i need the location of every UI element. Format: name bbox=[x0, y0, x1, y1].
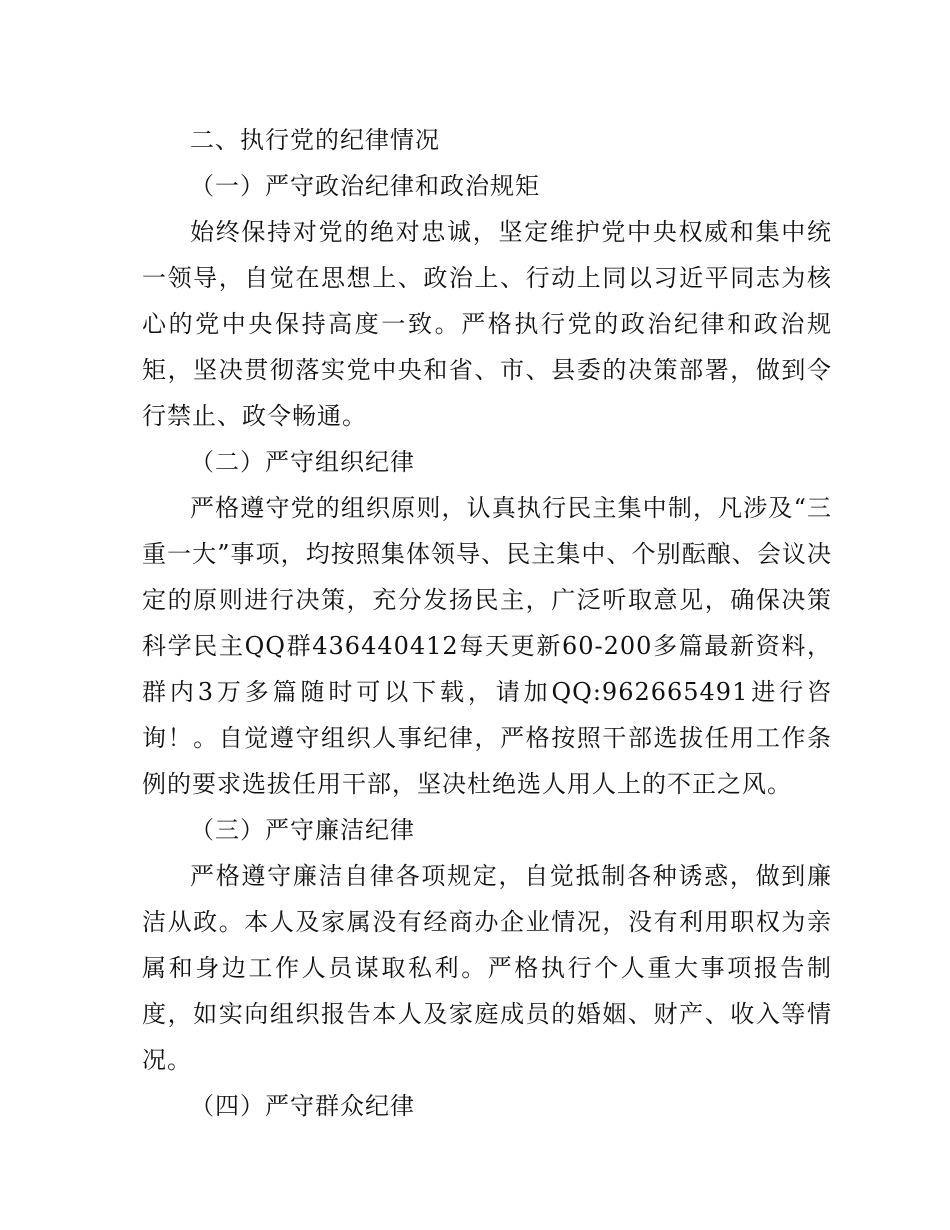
subsection-heading-3: （三）严守廉洁纪律 bbox=[190, 816, 415, 844]
paragraph-3: 严格遵守廉洁自律各项规定，自觉抵制各种诱惑，做到廉洁从政。本人及家属没有经商办企业情况，没有利用职权为亲属和身边工作人员谋取私利。严格执行个人重大事项报告制度，如实向组织报告本人及家庭成员的婚姻、财产、收入等情况。 bbox=[142, 862, 832, 1074]
subsection-heading-2: （二）严守组织纪律 bbox=[190, 448, 415, 476]
subsection-heading-1: （一）严守政治纪律和政治规矩 bbox=[190, 172, 540, 200]
paragraph-1: 始终保持对党的绝对忠诚，坚定维护党中央权威和集中统一领导，自觉在思想上、政治上、行动上同以习近平同志为核心的党中央保持高度一致。严格执行党的政治纪律和政治规矩，坚决贯彻落实党中央和省、市、县委的决策部署，做到令行禁止、政令畅通。 bbox=[142, 218, 832, 430]
subsection-heading-4: （四）严守群众纪律 bbox=[190, 1092, 415, 1120]
document-body bbox=[142, 117, 832, 1129]
section-title: 二、执行党的纪律情况 bbox=[190, 126, 440, 154]
paragraph-2: 严格遵守党的组织原则，认真执行民主集中制，凡涉及“三重一大”事项，均按照集体领导、民主集中、个别酝酿、会议决定的原则进行决策，充分发扬民主，广泛听取意见，确保决策科学民主QQ群436440412每天更新60-200多篇最新资料，群内3万多篇随时可以下载，请加QQ:962665491进行咨询！。自觉遵守组织人事纪律，严格按照干部选拔任用工作条例的要求选拔任用干部，坚决杜绝选人用人上的不正之风。 bbox=[142, 494, 832, 798]
